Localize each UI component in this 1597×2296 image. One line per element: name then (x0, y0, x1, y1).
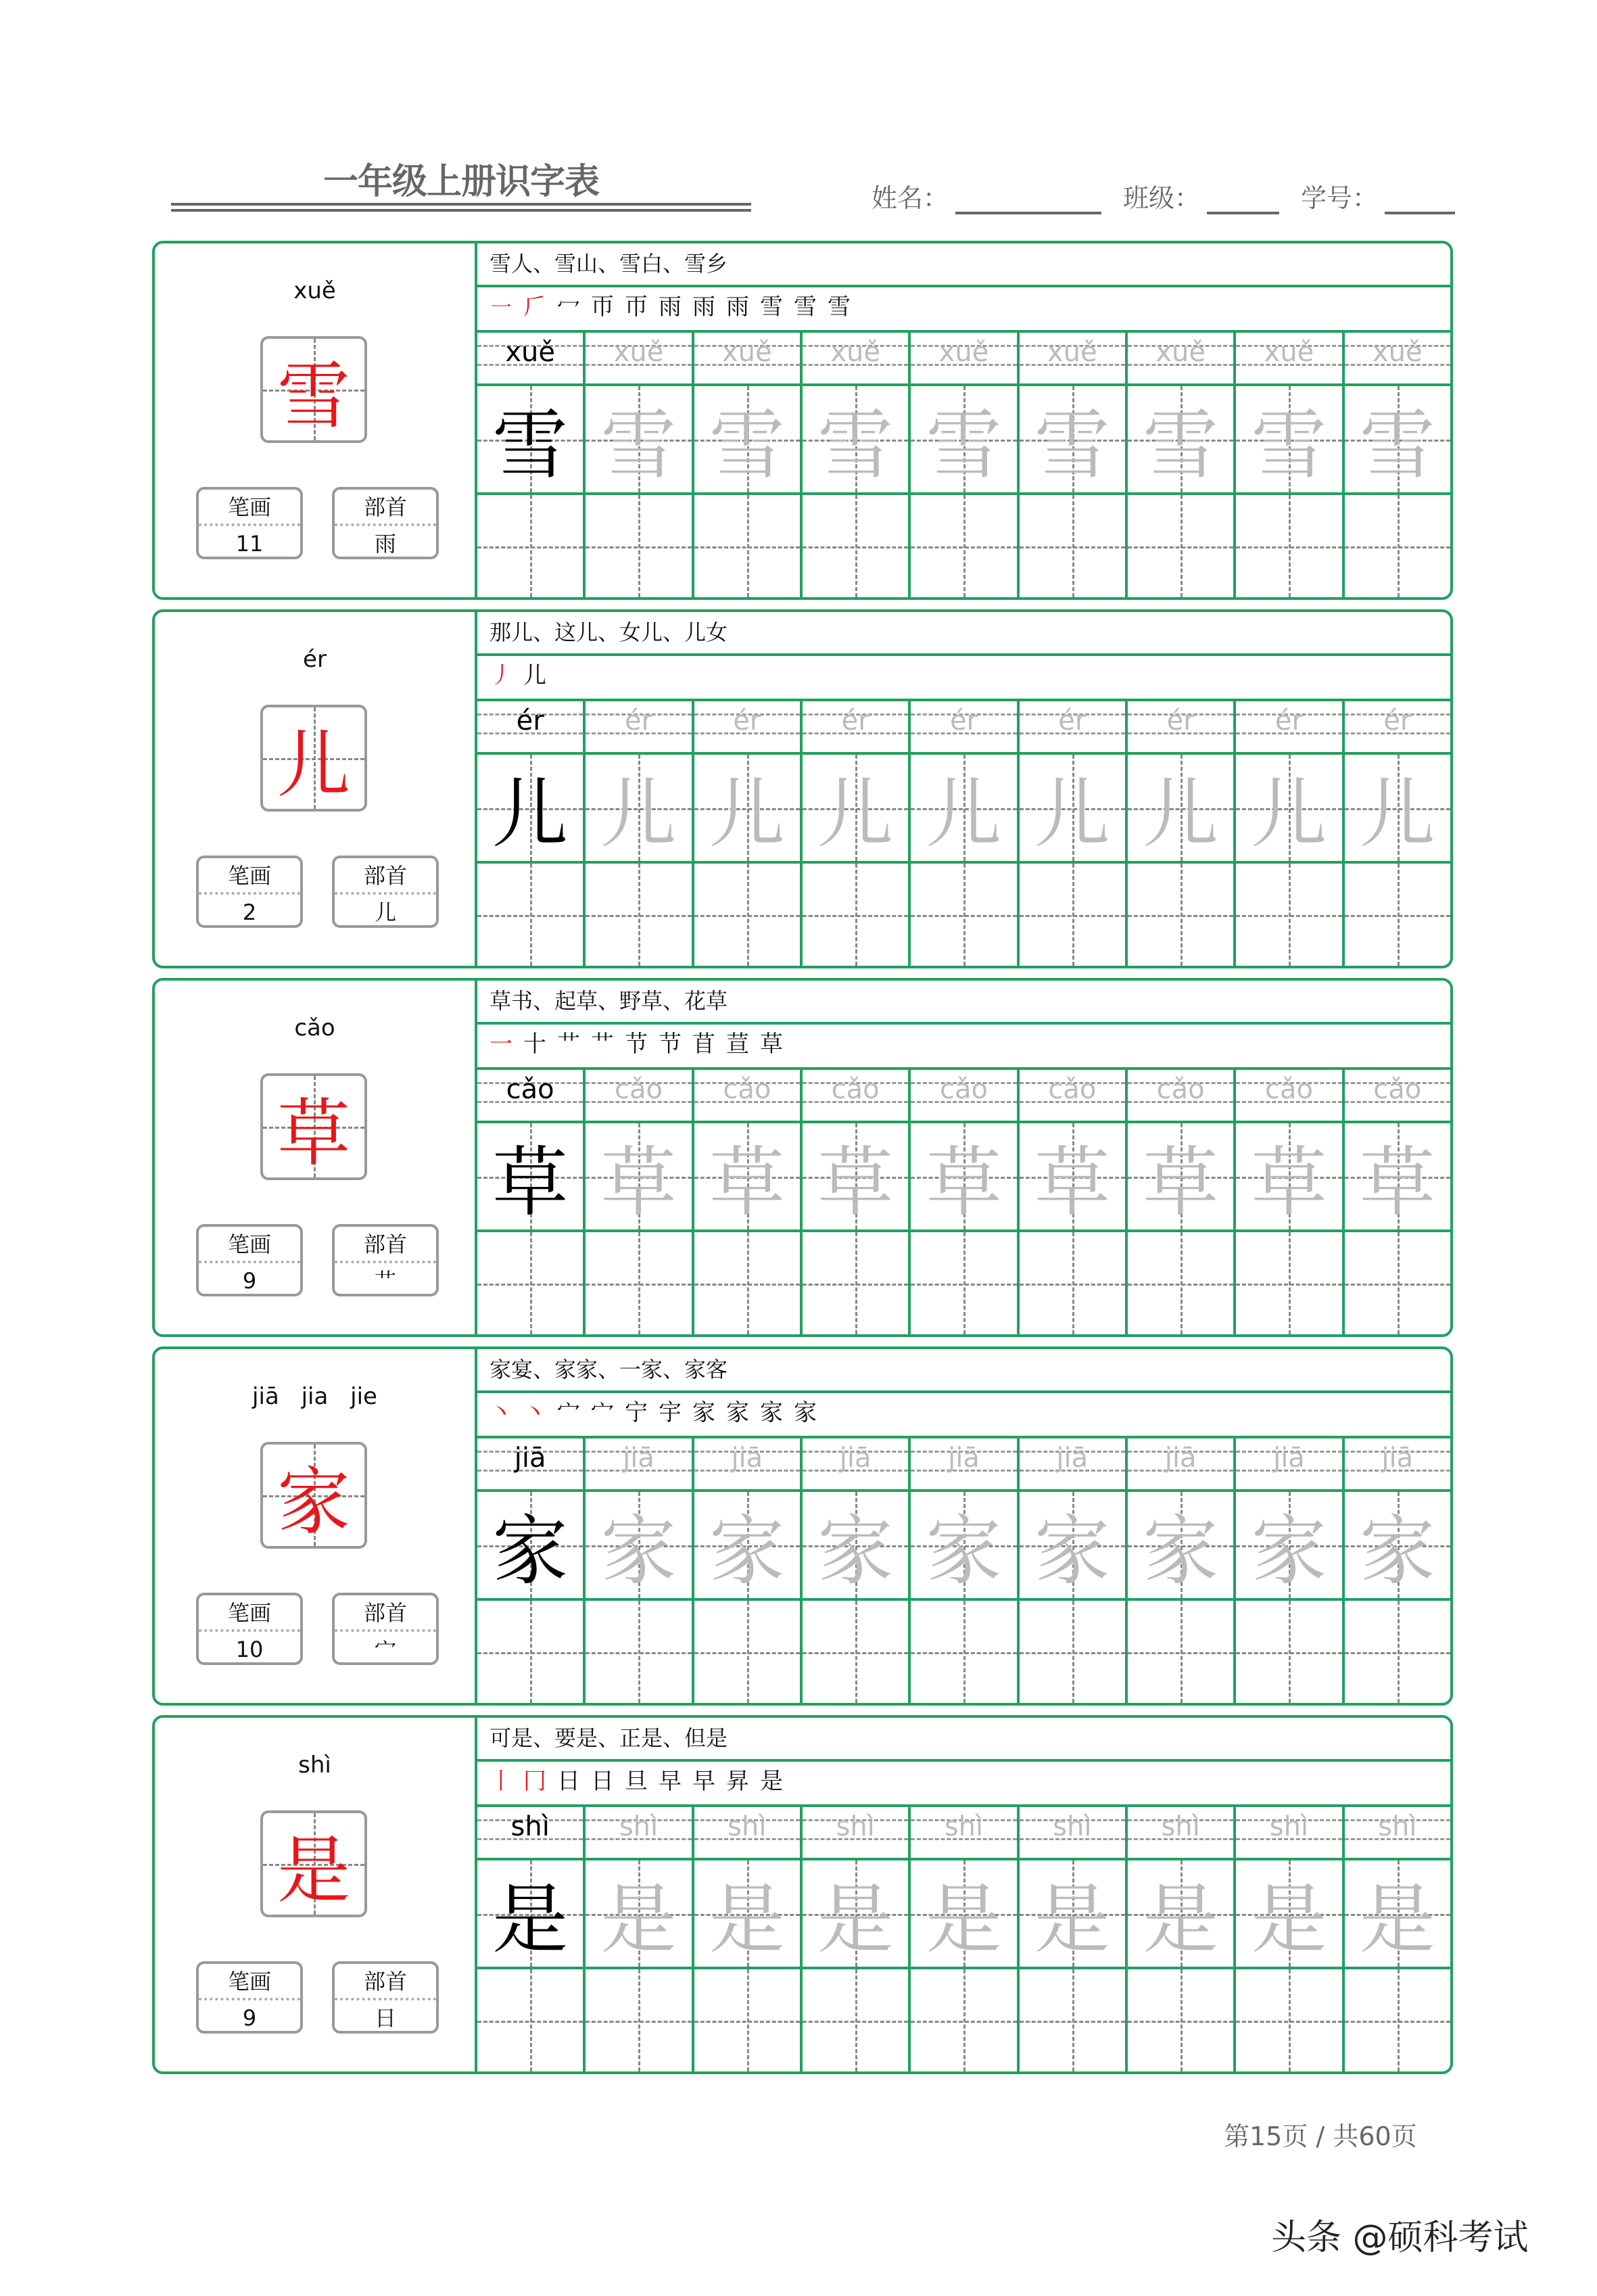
practice-cell[interactable] (1128, 1601, 1236, 1703)
character-tracing-cell[interactable]: 草 (586, 1123, 694, 1229)
pinyin-tracing-cell[interactable]: shì (477, 1807, 586, 1858)
character-tracing-cell[interactable]: 是 (1236, 1860, 1344, 1967)
practice-cell[interactable] (803, 1969, 911, 2071)
stroke-step: 雪 (828, 294, 857, 321)
pinyin-tracing-cell[interactable]: xuě (1345, 333, 1450, 383)
blank-practice-row (477, 1601, 1450, 1703)
example-words: 家宴、家家、一家、家客 (477, 1349, 1450, 1393)
example-words: 草书、起草、野草、花草 (477, 981, 1450, 1025)
pinyin-tracing-cell[interactable]: cǎo (803, 1070, 911, 1121)
character-tracing-cell[interactable]: 家 (911, 1492, 1019, 1598)
character-tracing-cell[interactable]: 儿 (1128, 755, 1236, 861)
blank-practice-row (477, 864, 1450, 966)
stroke-step: 十 (523, 1031, 553, 1058)
practice-cell[interactable] (694, 864, 803, 966)
practice-cell[interactable] (477, 1969, 586, 2071)
radical-box (332, 1593, 439, 1665)
character-row (477, 386, 1450, 495)
pinyin-tracing-cell[interactable]: shì (803, 1807, 911, 1858)
radical-label: 部首 (335, 490, 436, 526)
pinyin-tracing-cell[interactable]: xuě (1128, 333, 1236, 383)
main-character: 草 (277, 1091, 350, 1176)
stroke-step: 丶 (490, 1399, 519, 1426)
practice-cell[interactable] (1020, 1232, 1128, 1334)
pinyin-label: xuě (293, 277, 336, 304)
pinyin-tracing-cell[interactable]: jiā (1236, 1438, 1344, 1489)
practice-area (477, 1349, 1450, 1703)
practice-cell[interactable] (1020, 495, 1128, 597)
pinyin-row (477, 1438, 1450, 1492)
character-tracing-cell[interactable]: 儿 (1236, 755, 1344, 861)
stroke-step: 荁 (726, 1031, 756, 1058)
stroke-step: 艹 (591, 1031, 621, 1058)
stroke-count-value: 10 (235, 1637, 264, 1662)
character-tracing-cell[interactable]: 是 (1128, 1860, 1236, 1967)
character-tracing-cell[interactable]: 草 (803, 1123, 911, 1229)
stroke-count-value: 9 (242, 1268, 257, 1294)
character-info-panel (155, 612, 477, 966)
character-tracing-cell[interactable]: 雪 (586, 386, 694, 492)
stroke-step: 早 (659, 1768, 688, 1795)
character-tracing-cell[interactable]: 儿 (477, 755, 586, 861)
stroke-step: 早 (692, 1768, 722, 1795)
stroke-count-label: 笔画 (199, 1595, 300, 1632)
pinyin-tracing-cell[interactable]: cǎo (1020, 1070, 1128, 1121)
character-row (477, 755, 1450, 864)
practice-cell[interactable] (1128, 864, 1236, 966)
class-label: 班级： (1123, 183, 1201, 213)
radical-box (332, 856, 439, 928)
character-row (477, 1492, 1450, 1601)
stroke-step: 旦 (625, 1768, 654, 1795)
stroke-count-label: 笔画 (199, 490, 300, 526)
pinyin-tracing-cell[interactable]: xuě (803, 333, 911, 383)
stroke-step: 家 (794, 1399, 824, 1426)
stroke-count-value: 9 (242, 2005, 257, 2031)
stroke-step: 儿 (523, 662, 553, 689)
main-character: 雪 (277, 354, 350, 439)
stroke-step: 雨 (659, 294, 688, 321)
practice-cell[interactable] (1236, 864, 1344, 966)
title-rule-bottom (171, 209, 751, 212)
pinyin-tracing-cell[interactable]: cǎo (1236, 1070, 1344, 1121)
practice-cell[interactable] (1345, 1232, 1450, 1334)
practice-area (477, 1718, 1450, 2071)
character-tracing-cell[interactable]: 草 (1128, 1123, 1236, 1229)
stroke-count-box (196, 856, 303, 928)
pinyin-tracing-cell[interactable]: xuě (477, 333, 586, 383)
pinyin-row (477, 1070, 1450, 1123)
radical-box (332, 1224, 439, 1296)
practice-area (477, 612, 1450, 966)
radical-value: 艹 (374, 1268, 396, 1294)
stroke-step: 丨 (490, 1768, 519, 1795)
character-card (152, 609, 1453, 968)
stroke-count-label: 笔画 (199, 1964, 300, 2000)
practice-cell[interactable] (1345, 1601, 1450, 1703)
stroke-step: 雪 (794, 294, 824, 321)
practice-cell[interactable] (803, 864, 911, 966)
character-tracing-cell[interactable]: 草 (477, 1123, 586, 1229)
main-character: 儿 (277, 722, 350, 807)
character-tracing-cell[interactable]: 家 (1236, 1492, 1344, 1598)
radical-box (332, 487, 439, 559)
practice-cell[interactable] (586, 864, 694, 966)
practice-cell[interactable] (911, 1232, 1019, 1334)
pinyin-tracing-cell[interactable]: shì (911, 1807, 1019, 1858)
pinyin-tracing-cell[interactable]: ér (694, 701, 803, 752)
stroke-order (477, 1025, 1450, 1070)
pinyin-tracing-cell[interactable]: jiā (803, 1438, 911, 1489)
stroke-count-box (196, 1593, 303, 1665)
pinyin-tracing-cell[interactable]: shì (1236, 1807, 1344, 1858)
practice-cell[interactable] (694, 495, 803, 597)
stroke-count-value: 2 (242, 899, 257, 925)
pinyin-tracing-cell[interactable]: ér (803, 701, 911, 752)
stroke-step: 帀 (591, 294, 621, 321)
stroke-step: ㇐ (490, 294, 519, 321)
blank-practice-row (477, 1969, 1450, 2071)
pinyin-row (477, 701, 1450, 755)
pinyin-tracing-cell[interactable]: cǎo (694, 1070, 803, 1121)
stroke-step: 雪 (760, 294, 790, 321)
stroke-step: 草 (760, 1031, 790, 1058)
character-tracing-cell[interactable]: 家 (1020, 1492, 1128, 1598)
radical-box (332, 1961, 439, 2034)
stroke-step: 家 (692, 1399, 722, 1426)
pinyin-tracing-cell[interactable]: cǎo (477, 1070, 586, 1121)
pinyin-row (477, 1807, 1450, 1860)
watermark: 头条 @硕科考试 (1271, 2218, 1529, 2258)
student-id-blank[interactable] (1385, 185, 1455, 214)
character-card (152, 241, 1453, 600)
pinyin-tracing-cell[interactable]: ér (1345, 701, 1450, 752)
practice-cell[interactable] (694, 1969, 803, 2071)
practice-area (477, 981, 1450, 1334)
character-info-panel (155, 243, 477, 597)
character-tracing-cell[interactable]: 儿 (586, 755, 694, 861)
practice-area (477, 243, 1450, 597)
stroke-count-value: 11 (235, 531, 264, 557)
character-tracing-cell[interactable]: 草 (694, 1123, 803, 1229)
practice-cell[interactable] (1236, 1601, 1344, 1703)
character-tracing-cell[interactable]: 儿 (1020, 755, 1128, 861)
page-indicator: 第15页 / 共60页 (1224, 2122, 1417, 2151)
pinyin-tracing-cell[interactable]: xuě (586, 333, 694, 383)
character-tracing-cell[interactable]: 家 (586, 1492, 694, 1598)
practice-cell[interactable] (477, 1601, 586, 1703)
blank-practice-row (477, 1232, 1450, 1334)
stroke-step: 冖 (557, 294, 587, 321)
stroke-step: 雨 (726, 294, 756, 321)
pinyin-label: jiā jia jie (252, 1383, 377, 1410)
main-character: 家 (277, 1459, 350, 1545)
pinyin-label: ér (303, 646, 327, 673)
pinyin-tracing-cell[interactable]: shì (694, 1807, 803, 1858)
character-tracing-cell[interactable]: 儿 (803, 755, 911, 861)
pinyin-tracing-cell[interactable]: cǎo (1128, 1070, 1236, 1121)
practice-cell[interactable] (586, 1232, 694, 1334)
character-display-box (260, 1073, 367, 1180)
character-tracing-cell[interactable]: 儿 (911, 755, 1019, 861)
radical-value: 宀 (374, 1637, 396, 1662)
pinyin-tracing-cell[interactable]: xuě (694, 333, 803, 383)
practice-cell[interactable] (803, 495, 911, 597)
stroke-step: 日 (557, 1768, 587, 1795)
character-display-box (260, 336, 367, 443)
character-tracing-cell[interactable]: 雪 (1236, 386, 1344, 492)
name-label: 姓名： (872, 183, 949, 213)
character-tracing-cell[interactable]: 是 (477, 1860, 586, 1967)
practice-cell[interactable] (477, 864, 586, 966)
character-info-panel (155, 1718, 477, 2071)
stroke-order (477, 1393, 1450, 1438)
stroke-count-box (196, 1961, 303, 2034)
stroke-step: 家 (760, 1399, 790, 1426)
stroke-step: 艹 (557, 1031, 587, 1058)
radical-value: 日 (374, 2005, 396, 2031)
character-tracing-cell[interactable]: 是 (911, 1860, 1019, 1967)
pinyin-tracing-cell[interactable]: cǎo (1345, 1070, 1450, 1121)
stroke-step: 宀 (591, 1399, 621, 1426)
character-info-panel (155, 1349, 477, 1703)
character-tracing-cell[interactable]: 雪 (803, 386, 911, 492)
blank-practice-row (477, 495, 1450, 597)
practice-cell[interactable] (586, 495, 694, 597)
character-tracing-cell[interactable]: 家 (477, 1492, 586, 1598)
pinyin-tracing-cell[interactable]: jiā (1020, 1438, 1128, 1489)
pinyin-tracing-cell[interactable]: ér (911, 701, 1019, 752)
character-tracing-cell[interactable]: 家 (803, 1492, 911, 1598)
title-rule-top (171, 203, 751, 206)
practice-cell[interactable] (803, 1601, 911, 1703)
character-tracing-cell[interactable]: 是 (803, 1860, 911, 1967)
stroke-step: 一 (490, 1031, 519, 1058)
character-tracing-cell[interactable]: 雪 (1020, 386, 1128, 492)
practice-cell[interactable] (477, 495, 586, 597)
character-tracing-cell[interactable]: 草 (911, 1123, 1019, 1229)
practice-cell[interactable] (803, 1232, 911, 1334)
stroke-order (477, 287, 1450, 333)
practice-cell[interactable] (1128, 1969, 1236, 2071)
pinyin-tracing-cell[interactable]: shì (1128, 1807, 1236, 1858)
pinyin-tracing-cell[interactable]: xuě (1236, 333, 1344, 383)
stroke-step: 冂 (523, 1768, 553, 1795)
character-tracing-cell[interactable]: 是 (1345, 1860, 1450, 1967)
practice-cell[interactable] (1345, 1969, 1450, 2071)
character-tracing-cell[interactable]: 是 (694, 1860, 803, 1967)
radical-value: 雨 (374, 531, 396, 557)
stroke-step: 宁 (625, 1399, 654, 1426)
character-card (152, 978, 1453, 1337)
pinyin-tracing-cell[interactable]: xuě (911, 333, 1019, 383)
character-tracing-cell[interactable]: 儿 (694, 755, 803, 861)
example-words: 雪人、雪山、雪白、雪乡 (477, 243, 1450, 287)
stroke-step: 苜 (692, 1031, 722, 1058)
pinyin-tracing-cell[interactable]: jiā (586, 1438, 694, 1489)
character-row (477, 1860, 1450, 1969)
character-tracing-cell[interactable]: 家 (694, 1492, 803, 1598)
stroke-order (477, 1762, 1450, 1807)
practice-cell[interactable] (1020, 1601, 1128, 1703)
stroke-order (477, 656, 1450, 701)
practice-cell[interactable] (586, 1969, 694, 2071)
practice-cell[interactable] (911, 495, 1019, 597)
character-card (152, 1715, 1453, 2074)
pinyin-tracing-cell[interactable]: jiā (911, 1438, 1019, 1489)
practice-cell[interactable] (1236, 495, 1344, 597)
practice-cell[interactable] (911, 864, 1019, 966)
pinyin-tracing-cell[interactable]: shì (1020, 1807, 1128, 1858)
practice-cell[interactable] (694, 1232, 803, 1334)
pinyin-tracing-cell[interactable]: ér (477, 701, 586, 752)
practice-cell[interactable] (694, 1601, 803, 1703)
pinyin-tracing-cell[interactable]: ér (1236, 701, 1344, 752)
radical-label: 部首 (335, 1595, 436, 1632)
stroke-step: 日 (591, 1768, 621, 1795)
stroke-step: 帀 (625, 294, 654, 321)
practice-cell[interactable] (1345, 495, 1450, 597)
stroke-step: 𠂆 (523, 294, 553, 321)
character-display-box (260, 1810, 367, 1917)
pinyin-tracing-cell[interactable]: shì (586, 1807, 694, 1858)
stroke-count-box (196, 487, 303, 559)
practice-cell[interactable] (1020, 1969, 1128, 2071)
character-display-box (260, 1442, 367, 1549)
example-words: 可是、要是、正是、但是 (477, 1718, 1450, 1762)
stroke-step: 宇 (659, 1399, 688, 1426)
character-row (477, 1123, 1450, 1232)
pinyin-label: shì (298, 1752, 331, 1779)
class-blank[interactable] (1207, 185, 1279, 214)
stroke-step: 昇 (726, 1768, 756, 1795)
example-words: 那儿、这儿、女儿、儿女 (477, 612, 1450, 656)
practice-cell[interactable] (1128, 1232, 1236, 1334)
student-id-label: 学号： (1301, 183, 1379, 213)
character-tracing-cell[interactable]: 雪 (911, 386, 1019, 492)
pinyin-tracing-cell[interactable]: jiā (1128, 1438, 1236, 1489)
radical-value: 儿 (374, 899, 396, 925)
character-info-panel (155, 981, 477, 1334)
character-display-box (260, 705, 367, 812)
student-info-fields (872, 177, 1455, 214)
practice-cell[interactable] (1020, 864, 1128, 966)
pinyin-tracing-cell[interactable]: ér (1128, 701, 1236, 752)
stroke-count-box (196, 1224, 303, 1296)
stroke-step: 节 (625, 1031, 654, 1058)
practice-cell[interactable] (911, 1601, 1019, 1703)
stroke-step: 宀 (557, 1399, 587, 1426)
practice-cell[interactable] (477, 1232, 586, 1334)
character-tracing-cell[interactable]: 雪 (1128, 386, 1236, 492)
radical-label: 部首 (335, 1227, 436, 1263)
pinyin-tracing-cell[interactable]: cǎo (911, 1070, 1019, 1121)
pinyin-tracing-cell[interactable]: jiā (694, 1438, 803, 1489)
character-tracing-cell[interactable]: 草 (1236, 1123, 1344, 1229)
page-title: 一年级上册识字表 (323, 162, 599, 202)
character-tracing-cell[interactable]: 草 (1020, 1123, 1128, 1229)
stroke-step: 雨 (692, 294, 722, 321)
character-tracing-cell[interactable]: 家 (1345, 1492, 1450, 1598)
character-tracing-cell[interactable]: 雪 (694, 386, 803, 492)
main-character: 是 (277, 1828, 350, 1913)
pinyin-tracing-cell[interactable]: xuě (1020, 333, 1128, 383)
stroke-step: 节 (659, 1031, 688, 1058)
character-tracing-cell[interactable]: 家 (1128, 1492, 1236, 1598)
pinyin-label: cǎo (294, 1014, 335, 1041)
stroke-step: 丶 (523, 1399, 553, 1426)
pinyin-tracing-cell[interactable]: ér (1020, 701, 1128, 752)
character-card (152, 1346, 1453, 1706)
character-tracing-cell[interactable]: 草 (1345, 1123, 1450, 1229)
practice-cell[interactable] (1128, 495, 1236, 597)
pinyin-tracing-cell[interactable]: shì (1345, 1807, 1450, 1858)
radical-label: 部首 (335, 858, 436, 895)
radical-label: 部首 (335, 1964, 436, 2000)
pinyin-tracing-cell[interactable]: jiā (477, 1438, 586, 1489)
pinyin-tracing-cell[interactable]: cǎo (586, 1070, 694, 1121)
character-tracing-cell[interactable]: 雪 (1345, 386, 1450, 492)
stroke-step: 丿 (490, 662, 519, 689)
stroke-step: 家 (726, 1399, 756, 1426)
practice-cell[interactable] (911, 1969, 1019, 2071)
name-blank[interactable] (955, 185, 1101, 214)
stroke-count-label: 笔画 (199, 858, 300, 895)
practice-cell[interactable] (1236, 1232, 1344, 1334)
practice-cell[interactable] (586, 1601, 694, 1703)
character-tracing-cell[interactable]: 雪 (477, 386, 586, 492)
character-tracing-cell[interactable]: 是 (586, 1860, 694, 1967)
pinyin-tracing-cell[interactable]: ér (586, 701, 694, 752)
character-tracing-cell[interactable]: 是 (1020, 1860, 1128, 1967)
practice-cell[interactable] (1345, 864, 1450, 966)
character-tracing-cell[interactable]: 儿 (1345, 755, 1450, 861)
practice-cell[interactable] (1236, 1969, 1344, 2071)
pinyin-row (477, 333, 1450, 386)
stroke-count-label: 笔画 (199, 1227, 300, 1263)
stroke-step: 是 (760, 1768, 790, 1795)
pinyin-tracing-cell[interactable]: jiā (1345, 1438, 1450, 1489)
